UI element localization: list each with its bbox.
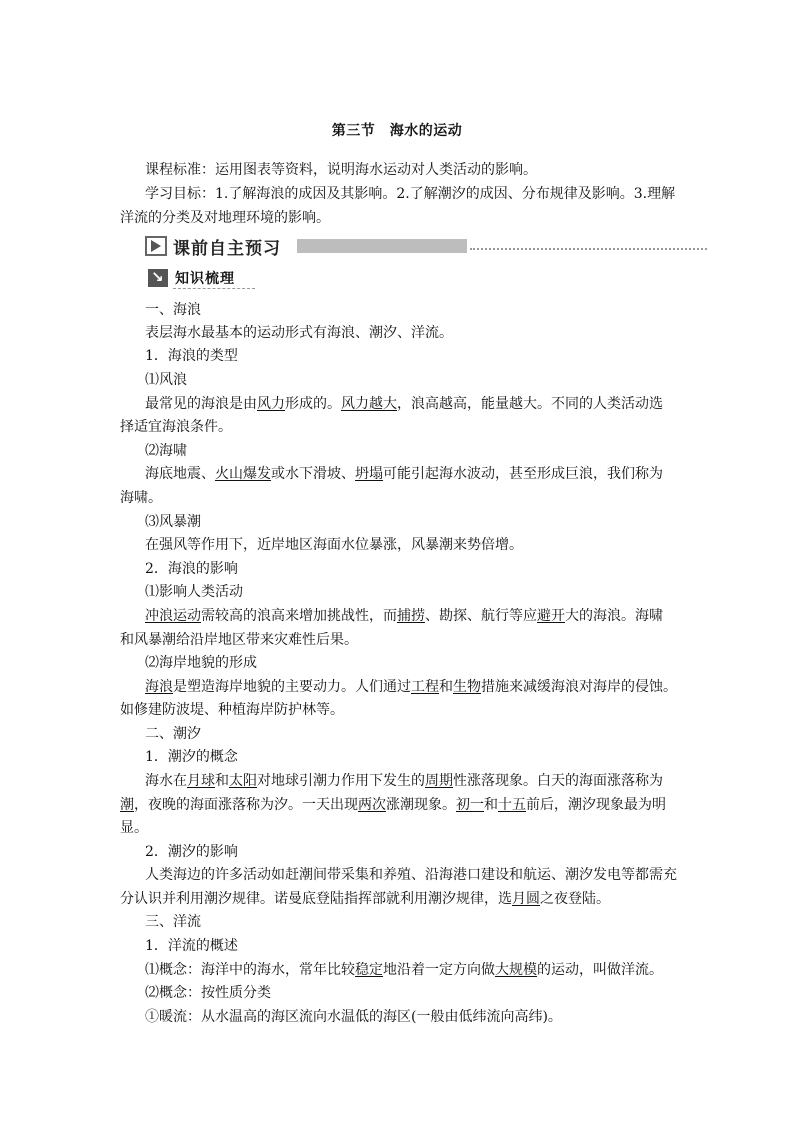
paragraph: 海水在月球和太阳对地球引潮力作用下发生的周期性涨落现象。白天的海面涨落称为 (145, 773, 663, 789)
paragraph: 海浪是塑造海岸地貌的主要动力。人们通过工程和生物措施来减缓海浪对海岸的侵蚀。 (145, 679, 677, 695)
paragraph: 冲浪运动需较高的浪高来增加挑战性，而捕捞、勘探、航行等应避开大的海浪。海啸 (145, 608, 663, 624)
heading: 2．海浪的影响 (145, 561, 238, 577)
banner-label: 课前自主预习 (173, 239, 281, 259)
subsection-heading (145, 267, 255, 289)
heading: ⑵海岸地貌的形成 (145, 655, 257, 671)
paragraph: ⑴概念：海洋中的海水，常年比较稳定地沿着一定方向做大规模的运动，叫做洋流。 (145, 962, 663, 978)
subhead-label: 知识梳理 (175, 271, 235, 287)
paragraph: 在强风等作用下，近岸地区海面水位暴涨，风暴潮来势倍增。 (145, 537, 523, 553)
paragraph: 海底地震、火山爆发或水下滑坡、坍塌可能引起海水波动，甚至形成巨浪，我们称为 (145, 466, 663, 482)
heading: ⑶风暴潮 (145, 514, 201, 530)
banner-divider (470, 248, 707, 250)
heading: ⑵海啸 (145, 443, 187, 459)
page-title: 第三节 海水的运动 (331, 123, 463, 139)
paragraph: 分认识并利用潮汐规律。诺曼底登陆指挥部就利用潮汐规律，选月圆之夜登陆。 (120, 891, 610, 907)
heading-currents: 三、洋流 (145, 914, 201, 930)
subhead-underline (173, 288, 255, 289)
paragraph: ①暖流：从水温高的海区流向水温低的海区(一般由低纬流向高纬)。 (145, 1009, 562, 1025)
heading: ⑵概念：按性质分类 (145, 985, 271, 1001)
paragraph: 海啸。 (120, 490, 162, 506)
paragraph: 人类海边的许多活动如赶潮间带采集和养殖、沿海港口建设和航运、潮汐发电等都需充 (145, 867, 677, 883)
heading: 1．海浪的类型 (145, 348, 238, 364)
paragraph: 潮，夜晚的海面涨落称为汐。一天出现两次涨潮现象。初一和十五前后，潮汐现象最为明 (120, 797, 666, 813)
section-banner (145, 234, 707, 258)
heading: ⑴影响人类活动 (145, 584, 243, 600)
learning-goals-cont: 洋流的分类及对地理环境的影响。 (120, 210, 330, 226)
heading: 2．潮汐的影响 (145, 844, 238, 860)
banner-bar (297, 239, 467, 253)
play-arrow-icon (145, 236, 167, 256)
chevron-down-right-icon (148, 269, 168, 287)
heading: 1．洋流的概述 (145, 938, 238, 954)
paragraph: 和风暴潮给沿岸地区带来灾难性后果。 (120, 632, 358, 648)
course-standard: 课程标准：运用图表等资料，说明海水运动对人类活动的影响。 (145, 162, 537, 178)
heading-tides: 二、潮汐 (145, 726, 201, 742)
paragraph: 如修建防波堤、种植海岸防护林等。 (120, 702, 344, 718)
learning-goals: 学习目标：1.了解海浪的成因及其影响。2.了解潮汐的成因、分布规律及影响。3.理解 (145, 186, 676, 202)
heading: 1．潮汐的概念 (145, 749, 238, 765)
paragraph: 择适宜海浪条件。 (120, 419, 232, 435)
paragraph: 最常见的海浪是由风力形成的。风力越大，浪高越高，能量越大。不同的人类活动选 (145, 396, 663, 412)
paragraph: 表层海水最基本的运动形式有海浪、潮汐、洋流。 (145, 325, 453, 341)
heading: ⑴风浪 (145, 372, 187, 388)
paragraph: 显。 (120, 820, 148, 836)
heading-waves: 一、海浪 (145, 302, 201, 318)
